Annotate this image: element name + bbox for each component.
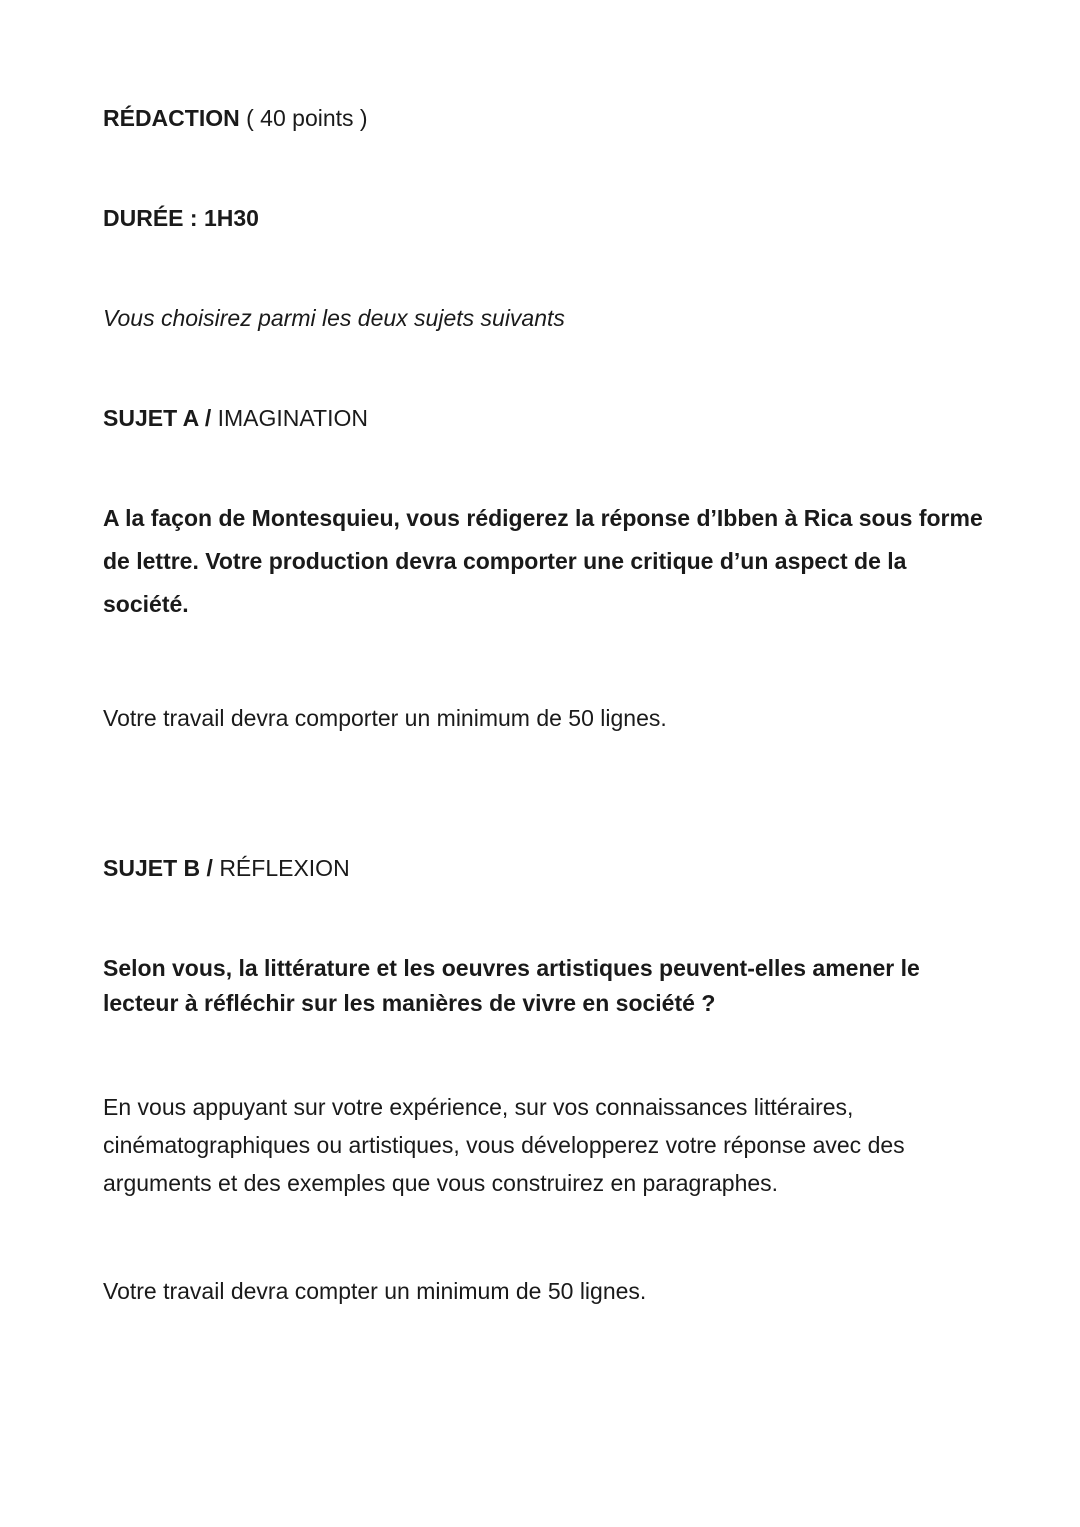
redaction-heading: RÉDACTION [103,105,240,131]
section-title [103,103,368,133]
subject-b-guidance: En vous appuyant sur votre expérience, sur vos connaissances littéraires, cinématographiques ou artistiques, vous développerez votre réponse avec des arguments et des exemples que vous construirez en paragraphes. [103,1094,905,1196]
subject-b-requirement: Votre travail devra compter un minimum de 50 lignes. [103,1278,647,1304]
subject-a-label: SUJET A / [103,405,212,431]
instruction-text: Vous choisirez parmi les deux sujets suivants [103,305,565,331]
subject-b-question: Selon vous, la littérature et les oeuvres artistiques peuvent-elles amener le lecteur à réfléchir sur les manières de vivre en société ? [103,955,920,1016]
subject-a-requirement: Votre travail devra comporter un minimum de 50 lignes. [103,705,667,731]
subject-a-heading [103,403,368,433]
duration-label: DURÉE : 1H30 [103,205,259,231]
subject-b-label: SUJET B / [103,855,213,881]
subject-a-prompt: A la façon de Montesquieu, vous rédigerez la réponse d’Ibben à Rica sous forme de lettre. Votre production devra comporter une critique d’un aspect de la société. [103,505,983,617]
subject-b-type: RÉFLEXION [219,855,350,881]
points-label: ( 40 points ) [246,105,368,131]
subject-a-type: IMAGINATION [217,405,368,431]
subject-b-heading [103,853,350,883]
